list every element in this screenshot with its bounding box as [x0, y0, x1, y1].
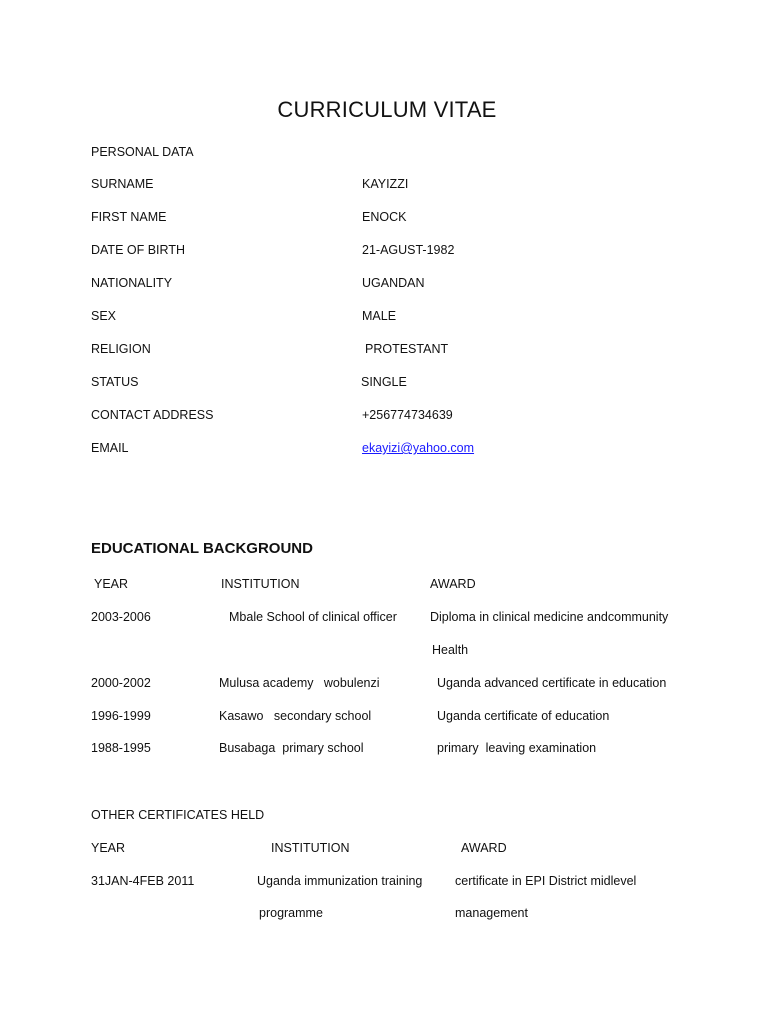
other-row-award-continued: management [455, 906, 528, 920]
other-row-year: 31JAN-4FEB 2011 [91, 874, 195, 888]
education-row-award: primary leaving examination [437, 741, 597, 755]
other-row-award: certificate in EPI District midlevel [455, 874, 637, 888]
document-title: CURRICULUM VITAE [277, 97, 497, 122]
sex-value: MALE [362, 309, 397, 323]
education-row-award: Uganda certificate of education [437, 709, 610, 723]
education-row-year: 2000-2002 [91, 676, 151, 690]
education-row-institution: Mulusa academy wobulenzi [219, 676, 380, 690]
education-row-institution: Busabaga primary school [219, 741, 364, 755]
education-row-year: 1996-1999 [91, 709, 151, 723]
personal-data-heading: PERSONAL DATA [91, 145, 194, 159]
first-name-value: ENOCK [362, 210, 407, 224]
education-row-institution: Kasawo secondary school [219, 709, 372, 723]
education-row-award: Uganda advanced certificate in education [437, 676, 667, 690]
education-institution-header: INSTITUTION [221, 577, 300, 591]
education-row-award: Diploma in clinical medicine andcommunity [430, 610, 669, 624]
surname-label: SURNAME [91, 177, 154, 191]
other-row-institution: Uganda immunization training [257, 874, 423, 888]
education-row-institution: Mbale School of clinical officer [229, 610, 397, 624]
religion-label: RELIGION [91, 342, 151, 356]
status-value: SINGLE [361, 375, 407, 389]
contact-address-label: CONTACT ADDRESS [91, 408, 214, 422]
dob-label: DATE OF BIRTH [91, 243, 185, 257]
dob-value: 21-AGUST-1982 [362, 243, 455, 257]
education-year-header: YEAR [94, 577, 129, 591]
education-heading: EDUCATIONAL BACKGROUND [91, 540, 313, 557]
education-row-year: 2003-2006 [91, 610, 151, 624]
nationality-value: UGANDAN [362, 276, 425, 290]
nationality-label: NATIONALITY [91, 276, 173, 290]
education-award-header: AWARD [430, 577, 476, 591]
other-row-institution-continued: programme [259, 906, 323, 920]
first-name-label: FIRST NAME [91, 210, 167, 224]
other-institution-header: INSTITUTION [271, 841, 350, 855]
surname-value: KAYIZZI [362, 177, 409, 191]
email-link[interactable]: ekayizi@yahoo.com [362, 441, 475, 455]
contact-address-value: +256774734639 [362, 408, 453, 422]
email-label: EMAIL [91, 441, 129, 455]
education-row-award-continued: Health [432, 643, 469, 657]
sex-label: SEX [91, 309, 117, 323]
religion-value: PROTESTANT [365, 342, 449, 356]
education-row-year: 1988-1995 [91, 741, 151, 755]
other-award-header: AWARD [461, 841, 507, 855]
status-label: STATUS [91, 375, 139, 389]
other-year-header: YEAR [91, 841, 126, 855]
other-certificates-heading: OTHER CERTIFICATES HELD [91, 808, 265, 822]
